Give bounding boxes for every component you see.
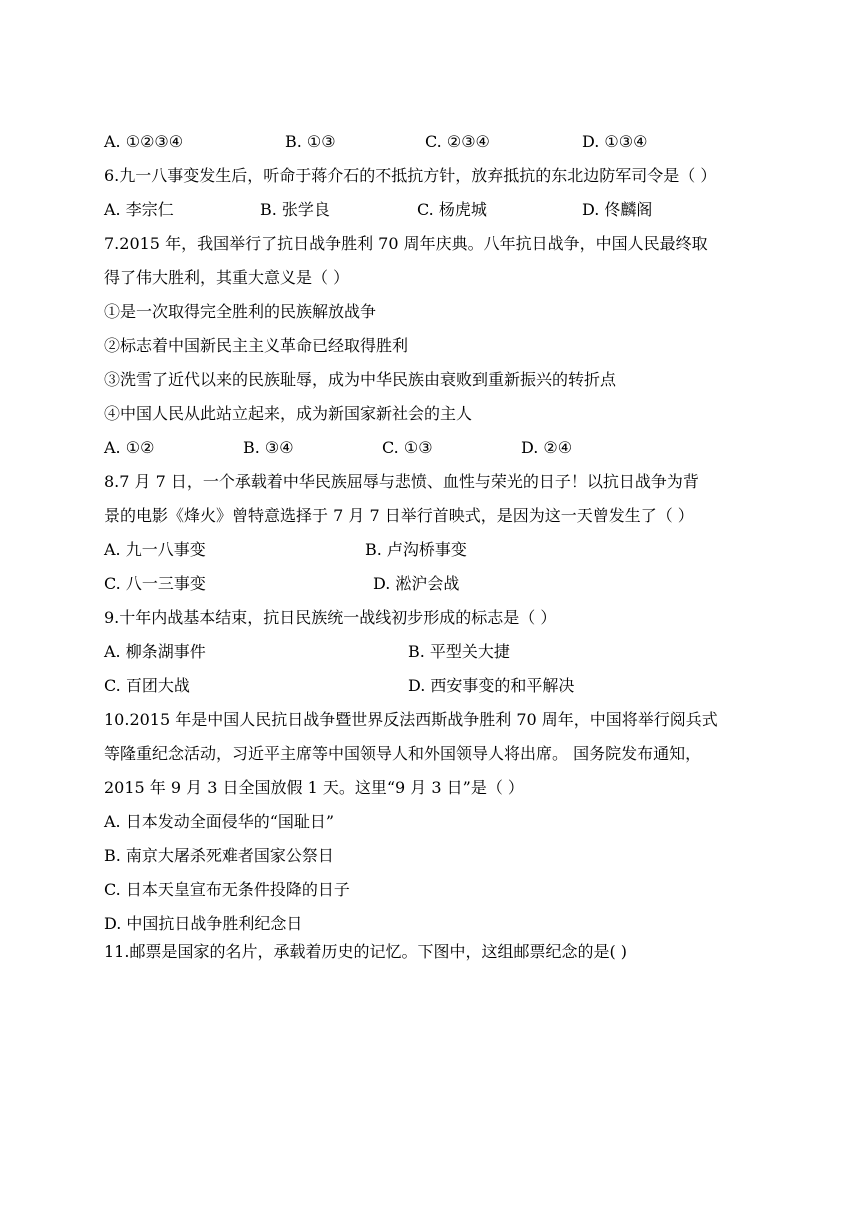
q6-stem: 6.九一八事变发生后，听命于蒋介石的不抵抗方针，放弃抵抗的东北边防军司令是（ ）	[104, 166, 717, 185]
q9-stem: 9.十年内战基本结束，抗日民族统一战线初步形成的标志是（ ）	[104, 608, 557, 627]
q10-stem-line: 等隆重纪念活动，习近平主席等中国领导人和外国领导人将出席。 国务院发布通知，	[104, 744, 702, 763]
q9-option-b: B. 平型关大捷	[408, 642, 510, 661]
q11-stem: 11.邮票是国家的名片，承载着历史的记忆。下图中，这组邮票纪念的是( )	[104, 942, 628, 961]
q8-option-c: C. 八一三事变	[104, 574, 206, 593]
q7-stem-line: 7.2015 年，我国举行了抗日战争胜利 70 周年庆典。八年抗日战争，中国人民最终取	[104, 234, 708, 253]
q6-option-a: A. 李宗仁	[104, 200, 174, 219]
q7-option-c: C. ①③	[382, 438, 433, 457]
q7-option-d: D. ②④	[521, 438, 573, 457]
q9-option-a: A. 柳条湖事件	[104, 642, 206, 661]
q8-option-d: D. 淞沪会战	[373, 574, 460, 593]
q5-option-d: D. ①③④	[582, 132, 648, 151]
q10-stem-line: 10.2015 年是中国人民抗日战争暨世界反法西斯战争胜利 70 周年，中国将举行阅兵式	[104, 710, 718, 729]
q8-stem-line: 8.7 月 7 日，一个承载着中华民族屈辱与悲愤、血性与荣光的日子！以抗日战争为背	[104, 472, 699, 491]
q5-option-b: B. ①③	[285, 132, 336, 151]
q7-stem-line: 得了伟大胜利，其重大意义是（ ）	[104, 268, 350, 287]
q6-option-d: D. 佟麟阁	[582, 200, 653, 219]
q10-option-c: C. 日本天皇宣布无条件投降的日子	[104, 880, 350, 899]
q7-statement: ③洗雪了近代以来的民族耻辱，成为中华民族由衰败到重新振兴的转折点	[104, 370, 617, 389]
q7-statement: ②标志着中国新民主主义革命已经取得胜利	[104, 336, 409, 355]
q10-option-a: A. 日本发动全面侵华的“国耻日”	[104, 812, 335, 831]
q7-option-a: A. ①②	[104, 438, 155, 457]
q6-option-b: B. 张学良	[260, 200, 330, 219]
q8-option-b: B. 卢沟桥事变	[365, 540, 467, 559]
q7-statement: ①是一次取得完全胜利的民族解放战争	[104, 302, 377, 321]
q7-statement: ④中国人民从此站立起来，成为新国家新社会的主人	[104, 404, 473, 423]
q8-stem-line: 景的电影《烽火》曾特意选择于 7 月 7 日举行首映式，是因为这一天曾发生了（ ）	[104, 506, 694, 525]
q7-option-b: B. ③④	[243, 438, 294, 457]
q10-stem-line: 2015 年 9 月 3 日全国放假 1 天。这里“9 月 3 日”是（ ）	[104, 778, 524, 797]
q8-option-a: A. 九一八事变	[104, 540, 206, 559]
q9-option-d: D. 西安事变的和平解决	[408, 676, 575, 695]
q10-option-d: D. 中国抗日战争胜利纪念日	[104, 914, 303, 933]
q9-option-c: C. 百团大战	[104, 676, 190, 695]
q5-option-c: C. ②③④	[425, 132, 490, 151]
q5-option-a: A. ①②③④	[104, 132, 184, 151]
q10-option-b: B. 南京大屠杀死难者国家公祭日	[104, 846, 334, 865]
q6-option-c: C. 杨虎城	[417, 200, 487, 219]
